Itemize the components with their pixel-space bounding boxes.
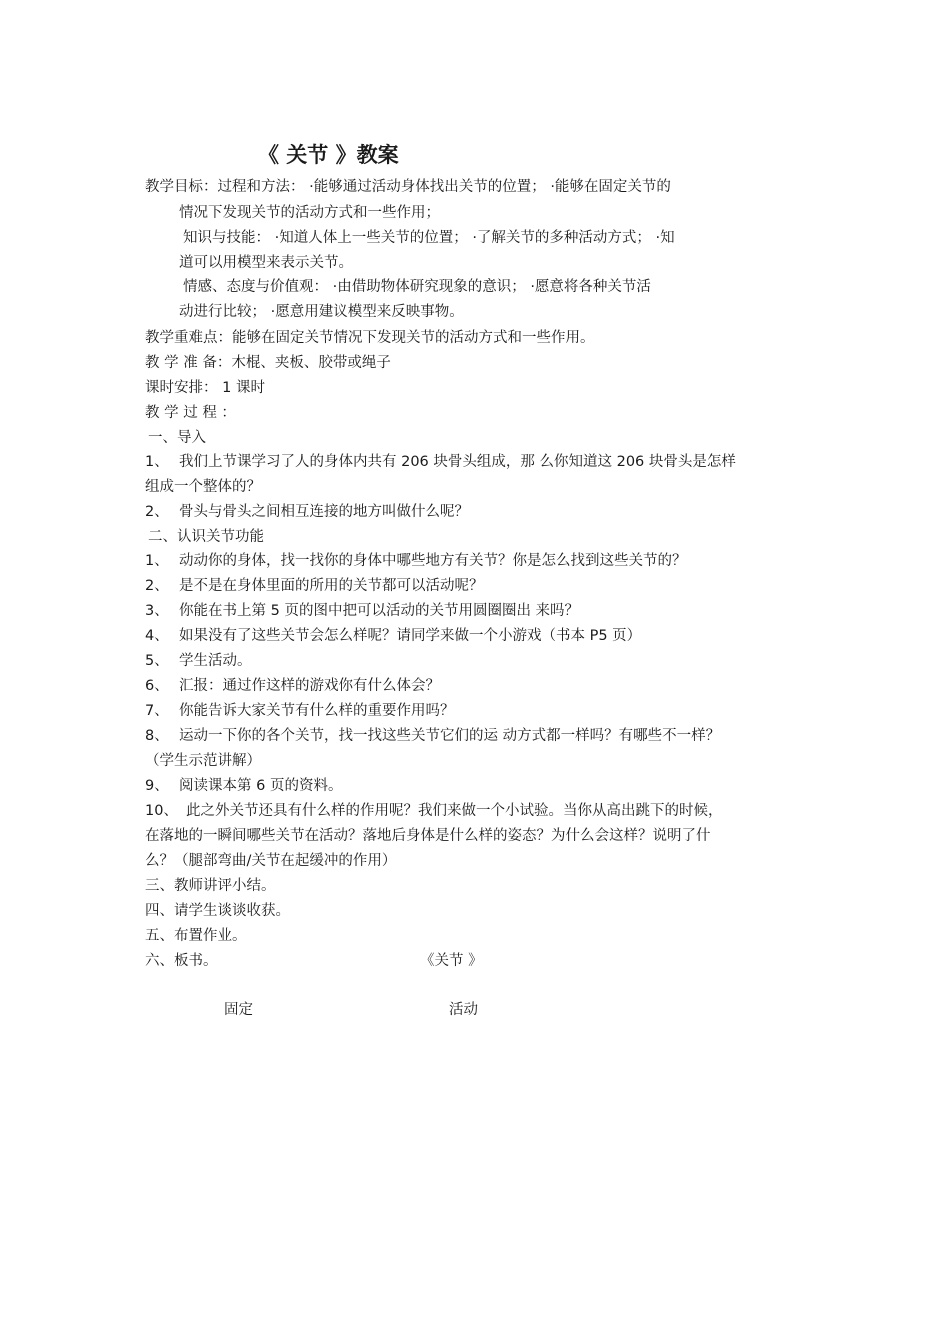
goals-line-3: 知识与技能： ·知道人体上一些关节的位置； ·了解关节的多种活动方式； ·知 <box>183 230 675 246</box>
list-item-number: 7、 <box>145 703 169 719</box>
list-item-continuation: （学生示范讲解） <box>145 753 261 769</box>
goals-line-4: 道可以用模型来表示关节。 <box>179 255 353 271</box>
list-item-number: 2、 <box>145 504 169 520</box>
list-item: 动动你的身体，找一找你的身体中哪些地方有关节？你是怎么找到这些关节的？ <box>179 553 687 569</box>
list-item: 是不是在身体里面的所用的关节都可以活动呢？ <box>179 578 484 594</box>
section3-heading: 三、教师讲评小结。 <box>145 878 276 894</box>
list-item: 此之外关节还具有什么样的作用呢？我们来做一个小试验。当你从高出跳下的时候， <box>186 803 723 819</box>
goals-line-6: 动进行比较； ·愿意用建议模型来反映事物。 <box>179 304 464 320</box>
list-item-number: 5、 <box>145 653 169 669</box>
list-item: 我们上节课学习了人的身体内共有 206 块骨头组成，那 么你知道这 206 块骨头是怎样 <box>179 454 736 470</box>
goals-line-2: 情况下发现关节的活动方式和一些作用； <box>179 205 440 221</box>
list-item-number: 6、 <box>145 678 169 694</box>
list-item-continuation: 在落地的一瞬间哪些关节在活动？落地后身体是什么样的姿态？为什么会这样？说明了什 <box>145 828 711 844</box>
list-item-number: 1、 <box>145 553 169 569</box>
list-item: 学生活动。 <box>179 653 252 669</box>
goals-line-1: 教学目标：过程和方法： ·能够通过活动身体找出关节的位置； ·能够在固定关节的 <box>145 179 671 195</box>
process-label: 教 学 过 程 ： <box>145 405 236 421</box>
section1-heading: 一、导入 <box>148 430 206 446</box>
page-title: 《 关节 》教案 <box>258 143 399 167</box>
key-points: 教学重难点：能够在固定关节情况下发现关节的活动方式和一些作用。 <box>145 330 595 346</box>
list-item-number: 10、 <box>145 803 178 819</box>
list-item: 运动一下你的各个关节，找一找这些关节它们的运 动方式都一样吗？有哪些不一样？ <box>179 728 721 744</box>
list-item: 如果没有了这些关节会怎么样呢？请同学来做一个小游戏（书本 P5 页） <box>179 628 642 644</box>
section4-heading: 四、请学生谈谈收获。 <box>145 903 290 919</box>
list-item: 汇报：通过作这样的游戏你有什么体会？ <box>179 678 440 694</box>
list-item-number: 3、 <box>145 603 169 619</box>
goals-line-5: 情感、态度与价值观： ·由借助物体研究现象的意识； ·愿意将各种关节活 <box>183 279 651 295</box>
section5-heading: 五、布置作业。 <box>145 928 247 944</box>
teaching-prep: 教 学 准 备：木棍、夹板、胶带或绳子 <box>145 355 391 371</box>
list-item-continuation: 么？（腿部弯曲/关节在起缓冲的作用） <box>145 853 397 869</box>
list-item: 你能告诉大家关节有什么样的重要作用吗？ <box>179 703 455 719</box>
section2-heading: 二、认识关节功能 <box>148 529 264 545</box>
list-item-number: 8、 <box>145 728 169 744</box>
board-left-label: 固定 <box>224 1002 253 1018</box>
list-item: 你能在书上第 5 页的图中把可以活动的关节用圆圈圈出 来吗？ <box>179 603 580 619</box>
board-title: 《关节 》 <box>420 953 483 969</box>
list-item-number: 1、 <box>145 454 169 470</box>
list-item-number: 2、 <box>145 578 169 594</box>
list-item-continuation: 组成一个整体的？ <box>145 479 261 495</box>
list-item: 阅读课本第 6 页的资料。 <box>179 778 343 794</box>
section6-heading: 六、板书。 <box>145 953 218 969</box>
board-right-label: 活动 <box>449 1002 478 1018</box>
list-item: 骨头与骨头之间相互连接的地方叫做什么呢？ <box>179 504 469 520</box>
class-hours: 课时安排： 1 课时 <box>145 380 265 396</box>
list-item-number: 4、 <box>145 628 169 644</box>
list-item-number: 9、 <box>145 778 169 794</box>
